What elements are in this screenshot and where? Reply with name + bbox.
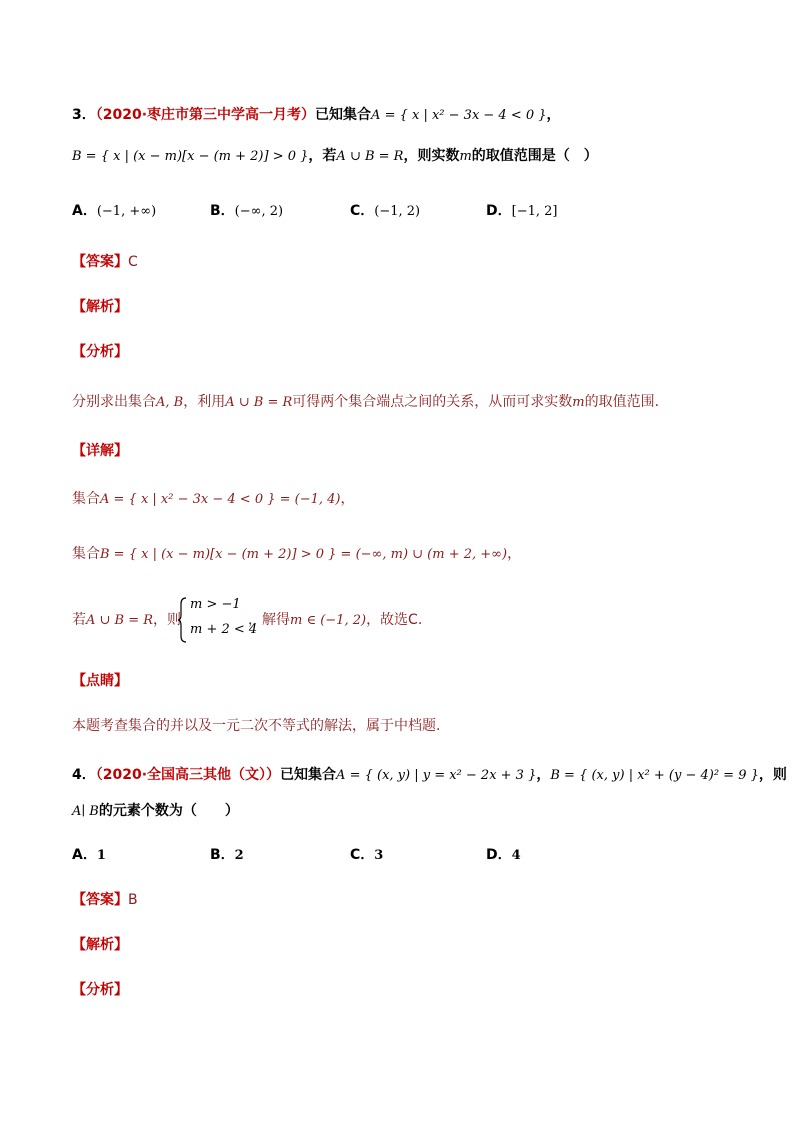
detail-1-prefix: 集合 bbox=[72, 491, 100, 507]
q4-comma: ， bbox=[536, 767, 551, 783]
q4-answer-line bbox=[72, 889, 138, 911]
fenxi-m: m bbox=[572, 395, 585, 410]
option-value: 2 bbox=[234, 848, 244, 863]
option-label: A． bbox=[72, 847, 97, 863]
detail-3-union: A ∪ B = R bbox=[86, 613, 154, 628]
q3-stem-line1 bbox=[72, 104, 561, 127]
detail-2-suffix: ， bbox=[507, 546, 522, 562]
system-line-2: m + 2 < 4 bbox=[190, 622, 258, 637]
detail-3-end: ，故选C. bbox=[366, 612, 423, 628]
answer-tag: 【答案】 bbox=[72, 254, 128, 270]
detail-3-then: ，则 bbox=[153, 612, 182, 628]
q4-set-b: B = { (x, y) | x² + (y − 4)² = 9 } bbox=[550, 768, 759, 783]
option-value: [−1, 2] bbox=[511, 204, 558, 219]
option-value: 3 bbox=[374, 848, 384, 863]
q3-answer-line bbox=[72, 251, 138, 273]
q4-option-a[interactable] bbox=[72, 844, 106, 867]
option-value: 1 bbox=[96, 848, 106, 863]
q4-number: 4． bbox=[72, 767, 96, 783]
q3-dianjing-text bbox=[72, 715, 440, 737]
q3-option-b[interactable] bbox=[210, 200, 283, 223]
q4-fenxi-line bbox=[72, 979, 128, 1001]
option-value: (−1, 2) bbox=[374, 204, 421, 219]
option-label: A． bbox=[72, 203, 97, 219]
q3-set-a: A = { x | x² − 3x − 4 < 0 } bbox=[371, 108, 547, 123]
q3-stem-c: ，则实数 bbox=[403, 148, 460, 164]
dianjing-text: 本题考查集合的并以及一元二次不等式的解法，属于中档题. bbox=[72, 718, 441, 734]
q3-stem-d: 的取值范围是（ ） bbox=[471, 148, 598, 164]
q4-option-d[interactable] bbox=[486, 844, 521, 867]
fenxi-tag: 【分析】 bbox=[72, 982, 128, 998]
q3-stem-a: 已知集合 bbox=[315, 107, 372, 123]
option-label: D． bbox=[486, 203, 512, 219]
q4-jiexi-line bbox=[72, 934, 128, 956]
fenxi-sets: A, B bbox=[156, 395, 184, 410]
q3-number: 3． bbox=[72, 107, 96, 123]
option-label: B． bbox=[210, 847, 235, 863]
q3-set-b: B = { x | (x − m)[x − (m + 2)] > 0 } bbox=[72, 149, 309, 164]
xiangjie-tag: 【详解】 bbox=[72, 443, 128, 459]
detail-3-result: m ∈ (−1, 2) bbox=[290, 613, 367, 628]
q3-inequality-system bbox=[178, 596, 258, 644]
fenxi-union: A ∪ B = R bbox=[225, 395, 293, 410]
q3-option-a[interactable] bbox=[72, 200, 156, 223]
q3-xiangjie-line bbox=[72, 440, 128, 462]
detail-3-solve: ，解得 bbox=[248, 612, 290, 628]
q3-detail-3-left bbox=[72, 609, 181, 632]
q4-option-b[interactable] bbox=[210, 844, 244, 867]
fenxi-tag: 【分析】 bbox=[72, 344, 128, 360]
answer-value: C bbox=[128, 254, 138, 270]
fenxi-text-2: ，利用 bbox=[183, 394, 226, 410]
q3-detail-1 bbox=[72, 488, 355, 511]
q3-dianjing-line bbox=[72, 670, 128, 692]
q4-stem-c: 的元素个数为（ ） bbox=[98, 803, 239, 819]
q4-option-c[interactable] bbox=[350, 844, 383, 867]
q4-stem-a: 已知集合 bbox=[280, 767, 337, 783]
option-label: C． bbox=[350, 203, 375, 219]
fenxi-text-1: 分别求出集合 bbox=[72, 394, 156, 410]
q3-option-d[interactable] bbox=[486, 200, 557, 223]
q4-stem-line2 bbox=[72, 800, 239, 823]
q4-intersection: A∣ B bbox=[72, 804, 99, 819]
detail-2-prefix: 集合 bbox=[72, 546, 100, 562]
q3-fenxi-text bbox=[72, 391, 659, 414]
q4-source: （2020·全国高三其他（文）） bbox=[95, 767, 281, 783]
option-value: (−∞, 2) bbox=[234, 204, 284, 219]
q3-option-c[interactable] bbox=[350, 200, 420, 223]
answer-value: B bbox=[128, 892, 138, 908]
system-line-1: m > −1 bbox=[190, 597, 241, 612]
option-label: D． bbox=[486, 847, 512, 863]
option-value: 4 bbox=[511, 848, 521, 863]
q4-stem-b: ，则 bbox=[758, 767, 787, 783]
detail-2-math: B = { x | (x − m)[x − (m + 2)] > 0 } = (−∞, m) ∪ (m + 2, +∞) bbox=[100, 547, 508, 562]
q3-detail-2 bbox=[72, 543, 521, 566]
option-value: (−1, +∞) bbox=[96, 204, 157, 219]
q3-var-m: m bbox=[459, 149, 472, 164]
q3-source: （2020·枣庄市第三中学高一月考） bbox=[95, 107, 316, 123]
jiexi-tag: 【解析】 bbox=[72, 937, 128, 953]
q3-comma: ， bbox=[546, 107, 561, 123]
q3-jiexi-line bbox=[72, 296, 128, 318]
fenxi-text-4: 的取值范围. bbox=[584, 394, 660, 410]
dianjing-tag: 【点睛】 bbox=[72, 673, 128, 689]
answer-tag: 【答案】 bbox=[72, 892, 128, 908]
q3-detail-3-right bbox=[248, 609, 422, 632]
brace-icon bbox=[178, 596, 188, 644]
detail-1-math: A = { x | x² − 3x − 4 < 0 } = (−1, 4) bbox=[100, 492, 341, 507]
fenxi-text-3: 可得两个集合端点之间的关系，从而可求实数 bbox=[292, 394, 573, 410]
q3-union: A ∪ B = R bbox=[336, 149, 404, 164]
q3-fenxi-line bbox=[72, 341, 128, 363]
q4-stem-line1 bbox=[72, 764, 787, 787]
detail-1-suffix: ， bbox=[340, 491, 355, 507]
q3-stem-b: ，若 bbox=[308, 148, 337, 164]
option-label: C． bbox=[350, 847, 375, 863]
option-label: B． bbox=[210, 203, 235, 219]
detail-3-prefix: 若 bbox=[72, 612, 86, 628]
q4-set-a: A = { (x, y) | y = x² − 2x + 3 } bbox=[336, 768, 537, 783]
jiexi-tag: 【解析】 bbox=[72, 299, 128, 315]
q3-stem-line2 bbox=[72, 145, 598, 168]
